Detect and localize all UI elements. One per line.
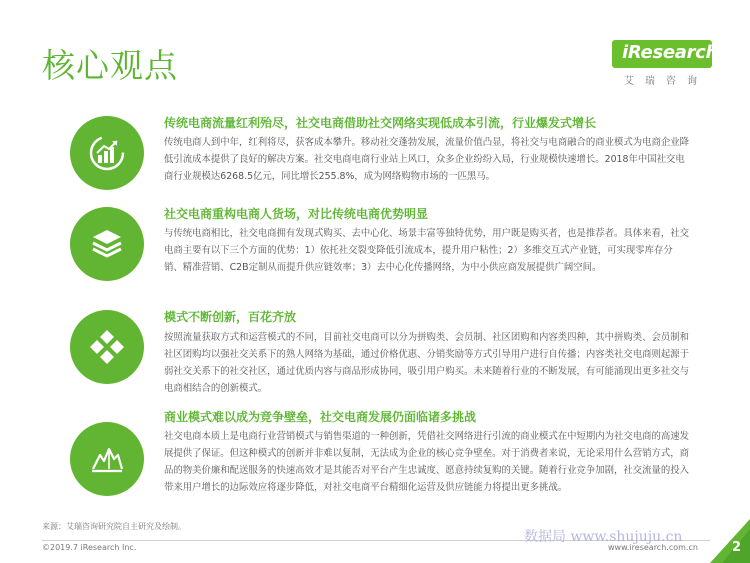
key-point-1-body: 传统电商人到中年，红利将尽，获客成本攀升。移动社交蓬勃发展，流量价值凸显，将社交与电商融合的商业模式为电商企业降低引流成本提供了良好的解决方案。社交电商电商行业站上风口，众多企业纷纷入局，行业规模快速增长。2018年中国社交电商行业规模达6268.5亿元，同比增长255.8%，成为网络购物市场的一匹黑马。 [164, 137, 690, 182]
key-point-4-badge [70, 422, 144, 496]
key-point-2-title: 社交电商重构电商人货场，对比传统电商优势明显 [164, 207, 429, 221]
layers-icon [87, 224, 127, 264]
copyright: ©2019.7 iResearch Inc. [42, 543, 137, 552]
watermark: 数据局 www.shujuju.cn [524, 529, 683, 545]
website-link[interactable]: www.iresearch.com.cn [608, 543, 698, 552]
diamond-grid-icon [87, 327, 127, 367]
key-point-1-badge [70, 116, 144, 190]
key-point-3-badge [70, 310, 144, 384]
key-point-3-body: 按照流量获取方式和运营模式的不同，目前社交电商可以分为拼购类、会员制、社区团购和内容类四种，其中拼购类、会员制和社区团购均以强社交关系下的熟人网络为基础，通过价格优惠、分销奖励等方式引导用户进行自传播；内容类社交电商则起源于弱社交关系下的社交社区，通过优质内容与商品形成协同，吸引用户购买。未来随着行业的不断发展，有可能涌现出更多社交与电商相结合的创新模式。 [164, 332, 690, 394]
logo-subtitle: 艾瑞咨询 [624, 76, 708, 87]
iresearch-logo [612, 40, 719, 88]
logo-text: iResearch [622, 42, 719, 63]
source-note: 来源：艾瑞咨询研究院自主研究及绘制。 [42, 522, 186, 531]
corner-decoration [710, 519, 750, 563]
key-point-2-body: 与传统电商相比，社交电商拥有发现式购买、去中心化、场景丰富等独特优势，用户既是购买者，也是推荐者。具体来看，社交电商主要有以下三个方面的优势：1）依托社交裂变降低引流成本，提升用户粘性；2）多维交互式产业链，可实现零库存分销、精准营销、C2B定制从而提升供应链效率；3）去中心化传播网络，为中小供应商发展提供广阔空间。 [164, 228, 690, 273]
mountain-icon [87, 439, 127, 479]
key-point-2-badge [70, 207, 144, 281]
page-title: 核心观点 [42, 46, 178, 85]
key-point-3-title: 模式不断创新，百花齐放 [164, 310, 297, 324]
page-number: 2 [731, 540, 741, 555]
key-point-4-title: 商业模式难以成为竞争壁垒，社交电商发展仍面临诸多挑战 [164, 410, 477, 424]
key-point-1-title: 传统电商流量红利殆尽，社交电商借助社交网络实现低成本引流，行业爆发式增长 [164, 116, 597, 130]
growth-chart-icon [87, 133, 127, 173]
key-point-4-body: 社交电商本质上是电商行业营销模式与销售渠道的一种创新，凭借社交网络进行引流的商业模式在中短期内为社交电商的高速发展提供了保证。但这种模式的创新并非难以复制，无法成为企业的核心竞争壁垒。对于消费者来说，无论采用什么营销方式，商品的物美价廉和配送服务的快速高效才是其能否对平台产生忠诚度、愿意持续复购的关键。随着行业竞争加剧，社交流量的投入带来用户增长的边际效应将逐步降低，对社交电商平台精细化运营及供应链能力将提出更多挑战。 [164, 431, 690, 493]
